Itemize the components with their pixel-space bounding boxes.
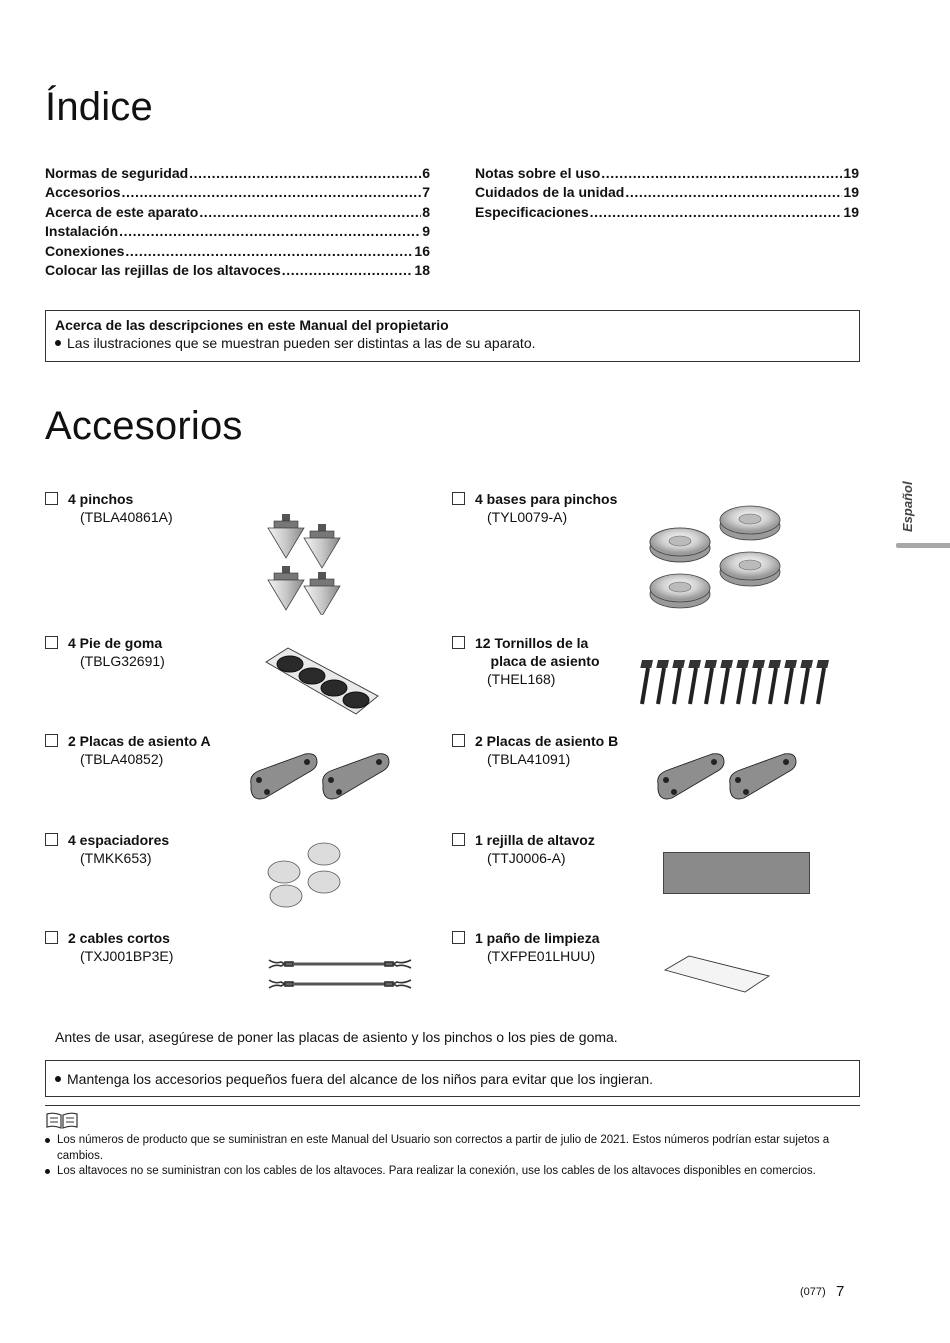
- accessory-item: [452, 490, 652, 530]
- toc-page: 18: [414, 261, 430, 278]
- screw-icon: [640, 660, 850, 708]
- toc-page: 19: [843, 184, 859, 201]
- toc-entry[interactable]: [45, 184, 430, 203]
- toc-entry[interactable]: [45, 165, 430, 184]
- language-tab-bar: [896, 543, 950, 548]
- accessory-name: 12 Tornillos de la placa de asiento: [475, 635, 600, 669]
- checkbox[interactable]: [45, 931, 58, 944]
- accessory-code: (TXFPE01LHUU): [487, 948, 596, 964]
- toc-entry[interactable]: [45, 204, 430, 223]
- toc-entry[interactable]: [475, 165, 859, 184]
- accessories-instruction: Antes de usar, asegúrese de poner las placas de asiento y los pinchos o los pies de goma.: [55, 1029, 618, 1045]
- accessory-code: (TTJ0006-A): [487, 850, 566, 866]
- toc-label: Colocar las rejillas de los altavoces: [45, 261, 281, 278]
- accessory-name: 4 pinchos: [68, 491, 134, 507]
- accessory-code: (TBLA40861A): [80, 509, 173, 525]
- spike-base-icon: [648, 502, 788, 612]
- accessory-name: 1 rejilla de altavoz: [475, 832, 595, 848]
- note-item: [45, 1133, 865, 1164]
- toc-label: Instalación: [45, 223, 119, 240]
- short-cable-icon: [265, 956, 415, 994]
- accessory-item: [452, 732, 652, 772]
- toc-right-column: [475, 165, 859, 223]
- checkbox[interactable]: [452, 492, 465, 505]
- spacer-icon: [266, 842, 346, 910]
- checkbox[interactable]: [45, 492, 58, 505]
- toc-page: 7: [422, 184, 430, 201]
- bullet-icon: [55, 340, 61, 346]
- footer-code: (077): [800, 1286, 826, 1298]
- toc-entry[interactable]: [45, 262, 430, 281]
- accessories-title: Accesorios: [45, 404, 243, 448]
- note-item: [45, 1164, 865, 1180]
- accessory-code: (TBLA41091): [487, 751, 571, 767]
- seat-plate-b-icon: [654, 750, 804, 804]
- checkbox[interactable]: [45, 833, 58, 846]
- language-tab: [896, 470, 950, 550]
- accessory-item: [45, 490, 245, 530]
- toc-entry[interactable]: [45, 223, 430, 242]
- checkbox[interactable]: [452, 833, 465, 846]
- seat-plate-a-icon: [247, 750, 397, 804]
- accessory-item: [452, 831, 652, 871]
- accessory-name: 4 bases para pinchos: [475, 491, 618, 507]
- toc-entry[interactable]: [475, 184, 859, 203]
- rubber-foot-icon: [262, 642, 382, 718]
- accessory-name: 4 espaciadores: [68, 832, 170, 848]
- about-box-title: Acerca de las descripciones en este Manual del propietario: [55, 317, 449, 333]
- checkbox[interactable]: [452, 636, 465, 649]
- speaker-grille-icon: [663, 852, 810, 894]
- warning-text-row: [55, 1071, 850, 1087]
- toc-label: Especificaciones: [475, 203, 589, 220]
- toc-entry[interactable]: [45, 243, 430, 262]
- toc-label: Notas sobre el uso: [475, 165, 601, 181]
- language-label: Español: [900, 481, 915, 532]
- about-descriptions-box: [45, 310, 860, 362]
- about-box-text: Las ilustraciones que se muestran pueden ser distintas a las de su aparato.: [67, 335, 536, 351]
- accessory-item: [45, 732, 245, 772]
- accessory-code: (TBLA40852): [80, 751, 164, 767]
- accessory-code: (TBLG32691): [80, 653, 165, 669]
- accessory-name: 1 paño de limpieza: [475, 930, 600, 946]
- book-icon: [46, 1112, 78, 1129]
- toc-label: Normas de seguridad: [45, 165, 189, 181]
- warning-box: [45, 1060, 860, 1097]
- toc-entry[interactable]: [475, 204, 859, 223]
- notes-list: [45, 1133, 865, 1180]
- accessory-name: 2 Placas de asiento A: [68, 733, 211, 749]
- checkbox[interactable]: [452, 931, 465, 944]
- toc-label: Cuidados de la unidad: [475, 184, 625, 201]
- bullet-icon: [45, 1138, 50, 1143]
- spike-icon: [262, 510, 352, 615]
- checkbox[interactable]: [45, 636, 58, 649]
- accessory-item: [45, 634, 245, 674]
- accessory-code: (TMKK653): [80, 850, 152, 866]
- toc-page: 9: [422, 223, 430, 240]
- toc-left-column: [45, 165, 430, 281]
- warning-text: Mantenga los accesorios pequeños fuera del alcance de los niños para evitar que los ingieran.: [67, 1071, 654, 1087]
- toc-label: Accesorios: [45, 184, 121, 201]
- checkbox[interactable]: [452, 734, 465, 747]
- cleaning-cloth-icon: [663, 952, 773, 994]
- bullet-icon: [45, 1169, 50, 1174]
- toc-label: Acerca de este aparato: [45, 203, 199, 220]
- accessory-code: (THEL168): [487, 671, 556, 687]
- accessory-name: 2 cables cortos: [68, 930, 170, 946]
- accessory-code: (TXJ001BP3E): [80, 948, 174, 964]
- note-text: Los altavoces no se suministran con los cables de los altavoces. Para realizar la conexión, use los cables de los altavoces disponibles en comercios.: [57, 1165, 816, 1177]
- bullet-icon: [55, 1076, 61, 1082]
- toc-page: 19: [843, 203, 859, 220]
- accessory-item: [45, 929, 245, 969]
- divider: [45, 1105, 860, 1106]
- index-title: Índice: [45, 85, 153, 129]
- accessory-code: (TYL0079-A): [487, 509, 568, 525]
- toc-label: Conexiones: [45, 242, 125, 259]
- accessory-item: [452, 634, 652, 694]
- toc-page: 8: [422, 203, 430, 220]
- toc-page: 6: [422, 165, 430, 181]
- page-number: 7: [836, 1283, 845, 1300]
- accessory-name: 2 Placas de asiento B: [475, 733, 619, 749]
- toc-page: 19: [843, 165, 859, 181]
- accessory-item: [452, 929, 652, 969]
- note-text: Los números de producto que se suministran en este Manual del Usuario son correctos a partir de julio de 2021. Estos números podrían estar sujetos a cambios.: [57, 1134, 830, 1162]
- about-box-text-row: [55, 335, 850, 351]
- accessory-item: [45, 831, 245, 871]
- toc-page: 16: [414, 242, 430, 259]
- checkbox[interactable]: [45, 734, 58, 747]
- accessory-name: 4 Pie de goma: [68, 635, 163, 651]
